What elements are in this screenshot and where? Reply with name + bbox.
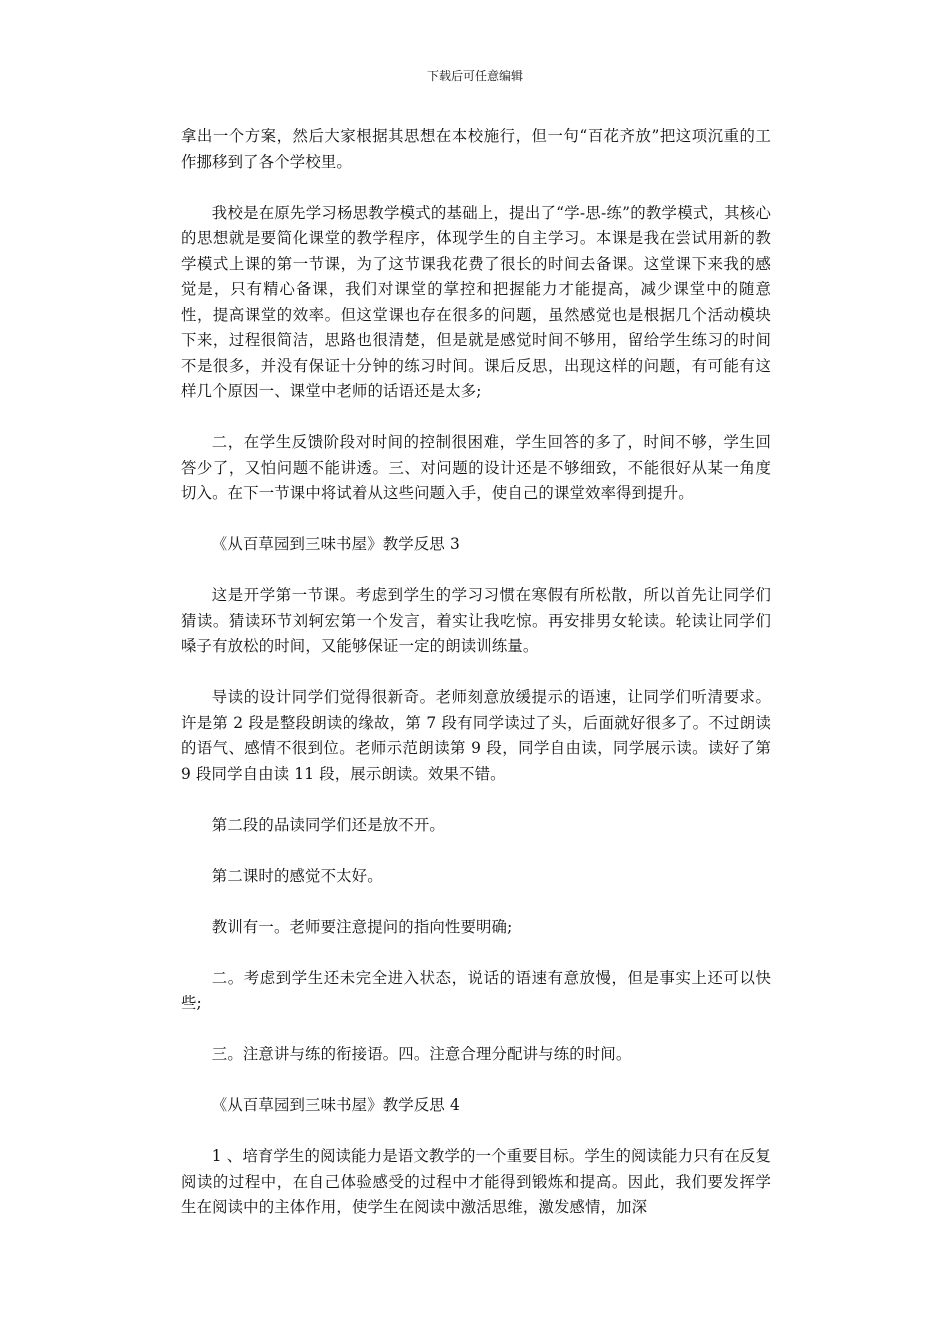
paragraph-continuation: 拿出一个方案，然后大家根据其思想在本校施行，但一句“百花齐放”把这项沉重的工作挪移到了各个学校里。 [181,127,771,171]
paragraph-teaching-model: 我校是在原先学习杨思教学模式的基础上，提出了“学-思-练”的教学模式，其核心的思想就是要简化课堂的教学程序，体现学生的自主学习。本课是我在尝试用新的教学模式上课的第一节课，为了这节课我花费了很长的时间去备课。这堂课下来我的感觉是，只有精心备课，我们对课堂的掌控和把握能力才能提高，减少课堂中的随意性，提高课堂的效率。但这堂课也存在很多的问题，虽然感觉也是根据几个活动模块下来，过程很简洁，思路也很清楚，但是就是感觉时间不够用，留给学生练习的时间不是很多，并没有保证十分钟的练习时间。课后反思，出现这样的问题，有可能有这样几个原因一、课堂中老师的话语还是太多; [181,203,771,400]
paragraph-second-period: 第二课时的感觉不太好。 [211,866,383,885]
paragraph-first-lesson: 这是开学第一节课。考虑到学生的学习习惯在寒假有所松散，所以首先让同学们猜读。猜读环节刘轲宏第一个发言，着实让我吃惊。再安排男女轮读。轮读让同学们嗓子有放松的时间，又能够保证一定的朗读训练量。 [181,586,771,655]
paragraph-second-reason: 二，在学生反馈阶段对时间的控制很困难，学生回答的多了，时间不够，学生回答少了，又怕问题不能讲透。三、对问题的设计还是不够细致，不能很好从某一角度切入。在下一节课中将试着从这些问题入手，使自己的课堂效率得到提升。 [181,433,771,502]
paragraph-reading-ability: 1 、培育学生的阅读能力是语文教学的一个重要目标。学生的阅读能力只有在反复阅读的过程中，在自己体验感受的过程中才能得到锻炼和提高。因此，我们要发挥学生在阅读中的主体作用，使学生在阅读中激活思维，激发感情，加深 [181,1147,771,1216]
page-header: 下载后可任意编辑 [426,69,523,83]
paragraph-guided-reading: 导读的设计同学们觉得很新奇。老师刻意放缓提示的语速，让同学们听清要求。许是第 2 段是整段朗读的缘故，第 7 段有同学读过了头，后面就好很多了。不过朗读的语气、感情不很到位。老师示范朗读第 9 段，同学自由读，同学展示读。读好了第 9 段同学自由读 11 段，展示朗读。效果不错。 [181,688,771,783]
paragraph-second-section: 第二段的品读同学们还是放不开。 [211,815,445,834]
document-body [181,124,771,1221]
section-heading-reflection-3: 《从百草园到三味书屋》教学反思 3 [211,535,460,553]
paragraph-lesson-two: 二。考虑到学生还未完全进入状态，说话的语速有意放慢，但是事实上还可以快些; [181,968,771,1012]
paragraph-lesson-three-four: 三。注意讲与练的衔接语。四。注意合理分配讲与练的时间。 [211,1045,632,1063]
section-heading-reflection-4: 《从百草园到三味书屋》教学反思 4 [211,1096,460,1114]
paragraph-lesson-one: 教训有一。老师要注意提问的指向性要明确; [211,917,513,936]
